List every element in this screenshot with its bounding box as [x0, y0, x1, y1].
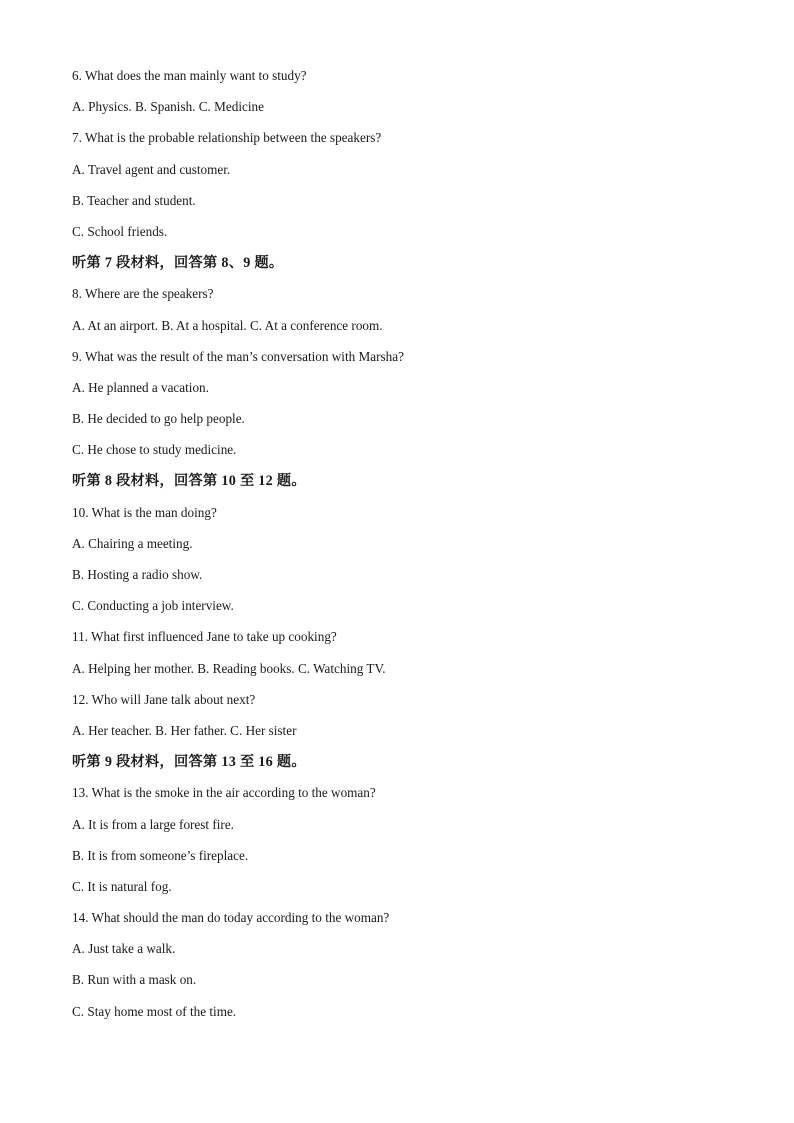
option-9a: A. He planned a vacation. [72, 379, 209, 395]
document-page [72, 66, 752, 1033]
question-6: 6. What does the man mainly want to study? [72, 68, 307, 83]
option-9c: C. He chose to study medicine. [72, 442, 237, 458]
option-13c: C. It is natural fog. [72, 878, 172, 894]
question-7: 7. What is the probable relationship between the speakers? [72, 130, 382, 146]
option-9b: B. He decided to go help people. [72, 411, 245, 427]
option-14c: C. Stay home most of the time. [72, 1003, 237, 1019]
section-heading-8: 听第 8 段材料，回答第 10 至 12 题。 [72, 473, 306, 490]
option-10b: B. Hosting a radio show. [72, 567, 203, 582]
option-10c: C. Conducting a job interview. [72, 598, 234, 614]
question-13: 13. What is the smoke in the air according to the woman? [72, 785, 376, 801]
options-11: A. Helping her mother. B. Reading books. C. Watching TV. [72, 660, 386, 676]
option-7a: A. Travel agent and customer. [72, 161, 231, 177]
section-heading-7: 听第 7 段材料，回答第 8、9 题。 [72, 255, 284, 272]
option-7c: C. School friends. [72, 223, 168, 239]
options-6: A. Physics. B. Spanish. C. Medicine [72, 99, 264, 115]
question-12: 12. Who will Jane talk about next? [72, 691, 256, 707]
options-8: A. At an airport. B. At a hospital. C. At a conference room. [72, 317, 383, 333]
option-13b: B. It is from someone’s fireplace. [72, 847, 249, 863]
options-12: A. Her teacher. B. Her father. C. Her sister [72, 722, 297, 738]
section-heading-9: 听第 9 段材料，回答第 13 至 16 题。 [72, 754, 306, 771]
option-14b: B. Run with a mask on. [72, 972, 197, 988]
option-10a: A. Chairing a meeting. [72, 535, 193, 551]
question-11: 11. What first influenced Jane to take up cooking? [72, 629, 337, 645]
question-8: 8. Where are the speakers? [72, 286, 214, 302]
option-7b: B. Teacher and student. [72, 192, 196, 208]
question-9: 9. What was the result of the man’s conversation with Marsha? [72, 348, 404, 364]
question-14: 14. What should the man do today according to the woman? [72, 910, 390, 926]
question-10: 10. What is the man doing? [72, 504, 217, 520]
option-13a: A. It is from a large forest fire. [72, 816, 234, 832]
option-14a: A. Just take a walk. [72, 941, 176, 957]
